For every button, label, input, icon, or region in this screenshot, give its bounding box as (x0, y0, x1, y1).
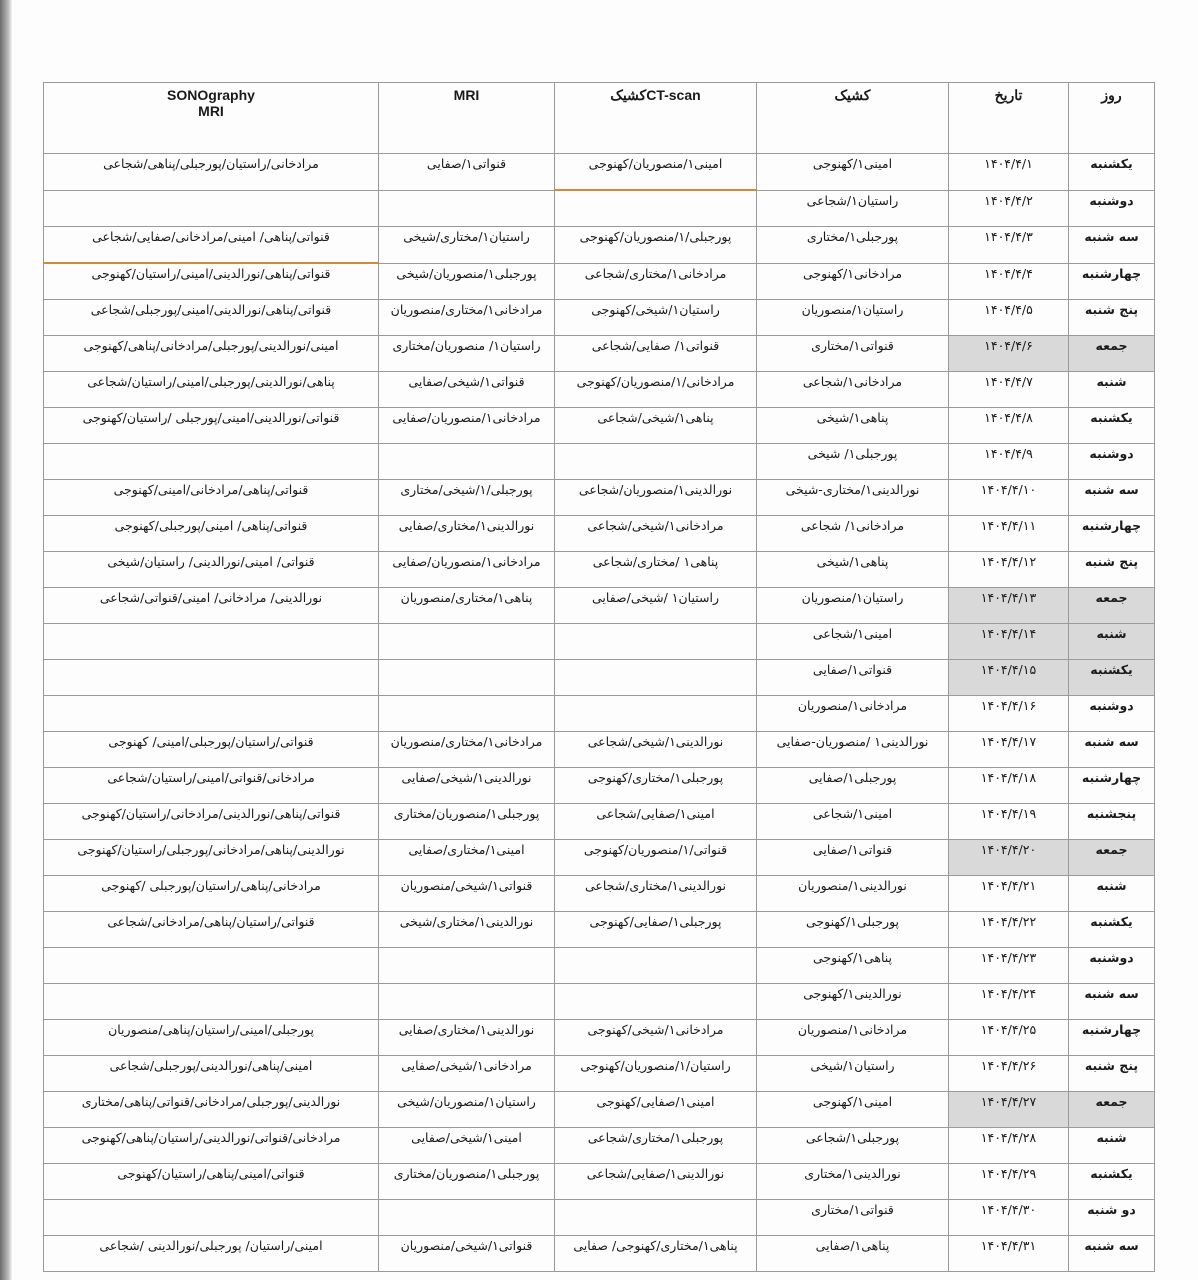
ct-scan-cell: پورجبلی۱/مختاری/کهنوجی (555, 768, 757, 804)
sonography-cell (44, 696, 379, 732)
day-cell: جمعه (1069, 1092, 1155, 1128)
kashik-cell: امینی۱/کهنوجی (757, 154, 949, 191)
mri-cell: پورجبلی۱/منصوریان/مختاری (379, 1164, 555, 1200)
table-row (44, 948, 1155, 984)
date-cell: ۱۴۰۴/۴/۱۴ (949, 624, 1069, 660)
mri-cell: مرادخانی۱/شیخی/صفایی (379, 1056, 555, 1092)
date-cell: ۱۴۰۴/۴/۷ (949, 372, 1069, 408)
sonography-cell: قنواتی/پناهی/مرادخانی/امینی/کهنوجی (44, 480, 379, 516)
header-mri: MRI (379, 83, 555, 154)
date-cell: ۱۴۰۴/۴/۱ (949, 154, 1069, 191)
day-cell: شنبه (1069, 624, 1155, 660)
sonography-cell: پناهی/نورالدینی/پورجبلی/امینی/راستیان/شجاعی (44, 372, 379, 408)
date-cell: ۱۴۰۴/۴/۲۶ (949, 1056, 1069, 1092)
day-cell: دوشنبه (1069, 696, 1155, 732)
sonography-cell: نورالدینی/ مرادخانی/ امینی/قنواتی/شجاعی (44, 588, 379, 624)
sonography-cell (44, 190, 379, 227)
table-row (44, 912, 1155, 948)
sonography-cell: امینی/راستیان/ پورجبلی/نورالدینی /شجاعی (44, 1236, 379, 1272)
sonography-cell: قنواتی/راستیان/پناهی/مرادخانی/شجاعی (44, 912, 379, 948)
sonography-cell (44, 984, 379, 1020)
kashik-cell: قنواتی۱/صفایی (757, 660, 949, 696)
ct-scan-cell: راستیان۱/شیخی/کهنوجی (555, 300, 757, 336)
ct-scan-cell: نورالدینی۱/منصوریان/شجاعی (555, 480, 757, 516)
ct-scan-cell (555, 444, 757, 480)
ct-scan-cell: امینی۱/صفایی/کهنوجی (555, 1092, 757, 1128)
ct-scan-cell (555, 984, 757, 1020)
kashik-cell: نورالدینی۱/مختاری (757, 1164, 949, 1200)
date-cell: ۱۴۰۴/۴/۲۵ (949, 1020, 1069, 1056)
table-row (44, 552, 1155, 588)
ct-scan-cell: پورجبلی/۱/منصوریان/کهنوجی (555, 227, 757, 264)
header-sono-line2: MRI (198, 103, 224, 119)
table-row (44, 732, 1155, 768)
mri-cell: راستیان۱/منصوریان/شیخی (379, 1092, 555, 1128)
kashik-cell: راستیان۱/منصوریان (757, 300, 949, 336)
ct-scan-cell: مرادخانی/۱/منصوریان/کهنوجی (555, 372, 757, 408)
sonography-cell: پورجبلی/امینی/راستیان/پناهی/منصوریان (44, 1020, 379, 1056)
kashik-cell: پورجبلی۱/شجاعی (757, 1128, 949, 1164)
kashik-cell: پناهی۱/شیخی (757, 408, 949, 444)
header-ct: CT-scanکشیک (555, 83, 757, 154)
day-cell: دوشنبه (1069, 444, 1155, 480)
day-cell: جمعه (1069, 840, 1155, 876)
header-sono-line1: SONOgraphy (167, 87, 255, 103)
ct-scan-cell (555, 1200, 757, 1236)
ct-scan-cell: پورجبلی۱/صفایی/کهنوجی (555, 912, 757, 948)
day-cell: پنجشنبه (1069, 804, 1155, 840)
date-cell: ۱۴۰۴/۴/۱۰ (949, 480, 1069, 516)
header-date: تاریخ (949, 83, 1069, 154)
table-row (44, 660, 1155, 696)
mri-cell: قنواتی۱/شیخی/منصوریان (379, 1236, 555, 1272)
table-row (44, 696, 1155, 732)
kashik-cell: پناهی۱/کهنوجی (757, 948, 949, 984)
table-row (44, 1236, 1155, 1272)
table-row (44, 444, 1155, 480)
date-cell: ۱۴۰۴/۴/۲۲ (949, 912, 1069, 948)
table-row (44, 1200, 1155, 1236)
kashik-cell: پناهی۱/شیخی (757, 552, 949, 588)
ct-scan-cell (555, 696, 757, 732)
kashik-cell: امینی۱/شجاعی (757, 624, 949, 660)
day-cell: یکشنبه (1069, 660, 1155, 696)
sonography-cell (44, 948, 379, 984)
kashik-cell: پورجبلی۱/صفایی (757, 768, 949, 804)
day-cell: چهارشنبه (1069, 263, 1155, 300)
sonography-cell (44, 1200, 379, 1236)
day-cell: پنج شنبه (1069, 300, 1155, 336)
sonography-cell: مرادخانی/قنواتی/نورالدینی/راستیان/پناهی/کهنوجی (44, 1128, 379, 1164)
kashik-cell: نورالدینی۱ /منصوریان-صفایی (757, 732, 949, 768)
day-cell: پنج شنبه (1069, 1056, 1155, 1092)
table-row (44, 516, 1155, 552)
day-cell: چهارشنبه (1069, 1020, 1155, 1056)
header-row (44, 83, 1155, 154)
date-cell: ۱۴۰۴/۴/۹ (949, 444, 1069, 480)
sonography-cell (44, 660, 379, 696)
table-row (44, 1128, 1155, 1164)
ct-scan-cell (555, 624, 757, 660)
kashik-cell: قنواتی۱/مختاری (757, 1200, 949, 1236)
mri-cell: قنواتی۱/صفایی (379, 154, 555, 191)
sonography-cell: مرادخانی/راستیان/پورجبلی/پناهی/شجاعی (44, 154, 379, 191)
kashik-cell: نورالدینی۱/کهنوجی (757, 984, 949, 1020)
day-cell: سه شنبه (1069, 1236, 1155, 1272)
day-cell: چهارشنبه (1069, 768, 1155, 804)
day-cell: دوشنبه (1069, 948, 1155, 984)
mri-cell (379, 624, 555, 660)
ct-scan-cell: پناهی۱/مختاری/کهنوجی/ صفایی (555, 1236, 757, 1272)
table-row (44, 768, 1155, 804)
table-row (44, 300, 1155, 336)
date-cell: ۱۴۰۴/۴/۲۸ (949, 1128, 1069, 1164)
mri-cell (379, 444, 555, 480)
day-cell: یکشنبه (1069, 1164, 1155, 1200)
sonography-cell: نورالدینی/پناهی/مرادخانی/پورجبلی/راستیان/کهنوجی (44, 840, 379, 876)
kashik-cell: پورجبلی۱/مختاری (757, 227, 949, 264)
ct-scan-cell (555, 190, 757, 227)
date-cell: ۱۴۰۴/۴/۲۱ (949, 876, 1069, 912)
ct-scan-cell: امینی۱/صفایی/شجاعی (555, 804, 757, 840)
sonography-cell (44, 624, 379, 660)
day-cell: سه شنبه (1069, 227, 1155, 264)
sonography-cell: قنواتی/نورالدینی/امینی/پورجبلی /راستیان/کهنوجی (44, 408, 379, 444)
table-row (44, 263, 1155, 300)
mri-cell (379, 984, 555, 1020)
day-cell: سه شنبه (1069, 984, 1155, 1020)
table-row (44, 408, 1155, 444)
kashik-cell: قنواتی۱/مختاری (757, 336, 949, 372)
date-cell: ۱۴۰۴/۴/۴ (949, 263, 1069, 300)
date-cell: ۱۴۰۴/۴/۲۳ (949, 948, 1069, 984)
sonography-cell: قنواتی/پناهی/نورالدینی/امینی/راستیان/کهنوجی (44, 263, 379, 300)
mri-cell (379, 696, 555, 732)
kashik-cell: راستیان۱/شجاعی (757, 190, 949, 227)
table-row (44, 876, 1155, 912)
ct-scan-cell: قنواتی۱/ صفایی/شجاعی (555, 336, 757, 372)
sonography-cell: قنواتی/راستیان/پورجبلی/امینی/ کهنوجی (44, 732, 379, 768)
date-cell: ۱۴۰۴/۴/۳ (949, 227, 1069, 264)
date-cell: ۱۴۰۴/۴/۱۹ (949, 804, 1069, 840)
table-row (44, 588, 1155, 624)
table-row (44, 840, 1155, 876)
mri-cell: نورالدینی۱/مختاری/شیخی (379, 912, 555, 948)
day-cell: چهارشنبه (1069, 516, 1155, 552)
day-cell: شنبه (1069, 372, 1155, 408)
date-cell: ۱۴۰۴/۴/۵ (949, 300, 1069, 336)
header-day: روز (1069, 83, 1155, 154)
table-row (44, 372, 1155, 408)
date-cell: ۱۴۰۴/۴/۲۰ (949, 840, 1069, 876)
mri-cell: مرادخانی۱/مختاری/منصوریان (379, 732, 555, 768)
date-cell: ۱۴۰۴/۴/۱۳ (949, 588, 1069, 624)
kashik-cell: نورالدینی۱/منصوریان (757, 876, 949, 912)
day-cell: یکشنبه (1069, 408, 1155, 444)
sonography-cell: قنواتی/امینی/پناهی/راستیان/کهنوجی (44, 1164, 379, 1200)
kashik-cell: راستیان۱/شیخی (757, 1056, 949, 1092)
mri-cell: نورالدینی۱/مختاری/صفایی (379, 516, 555, 552)
date-cell: ۱۴۰۴/۴/۱۲ (949, 552, 1069, 588)
day-cell: جمعه (1069, 588, 1155, 624)
date-cell: ۱۴۰۴/۴/۱۵ (949, 660, 1069, 696)
date-cell: ۱۴۰۴/۴/۱۶ (949, 696, 1069, 732)
mri-cell: پورجبلی/۱/شیخی/مختاری (379, 480, 555, 516)
sonography-cell: قنواتی/ امینی/نورالدینی/ راستیان/شیخی (44, 552, 379, 588)
date-cell: ۱۴۰۴/۴/۲ (949, 190, 1069, 227)
mri-cell: پناهی۱/مختاری/منصوریان (379, 588, 555, 624)
kashik-cell: امینی۱/کهنوجی (757, 1092, 949, 1128)
day-cell: دو شنبه (1069, 1200, 1155, 1236)
date-cell: ۱۴۰۴/۴/۱۱ (949, 516, 1069, 552)
kashik-cell: امینی۱/شجاعی (757, 804, 949, 840)
table-row (44, 227, 1155, 264)
day-cell: شنبه (1069, 1128, 1155, 1164)
ct-scan-cell: نورالدینی۱/مختاری/شجاعی (555, 876, 757, 912)
date-cell: ۱۴۰۴/۴/۳۰ (949, 1200, 1069, 1236)
table-row (44, 154, 1155, 191)
date-cell: ۱۴۰۴/۴/۳۱ (949, 1236, 1069, 1272)
mri-cell: قنواتی۱/شیخی/منصوریان (379, 876, 555, 912)
kashik-cell: قنواتی۱/صفایی (757, 840, 949, 876)
ct-scan-cell: پناهی۱ /مختاری/شجاعی (555, 552, 757, 588)
table-row (44, 624, 1155, 660)
kashik-cell: نورالدینی۱/مختاری-شیخی (757, 480, 949, 516)
mri-cell (379, 660, 555, 696)
mri-cell: نورالدینی۱/شیخی/صفایی (379, 768, 555, 804)
day-cell: یکشنبه (1069, 154, 1155, 191)
kashik-cell: پورجبلی۱/کهنوجی (757, 912, 949, 948)
mri-cell: مرادخانی۱/منصوریان/صفایی (379, 552, 555, 588)
day-cell: سه شنبه (1069, 480, 1155, 516)
mri-cell: پورجبلی۱/منصوریان/شیخی (379, 263, 555, 300)
table-row (44, 190, 1155, 227)
mri-cell: امینی۱/مختاری/صفایی (379, 840, 555, 876)
sonography-cell: قنواتی/پناهی/نورالدینی/امینی/پورجبلی/شجاعی (44, 300, 379, 336)
table-row (44, 480, 1155, 516)
ct-scan-cell: مرادخانی۱/شیخی/کهنوجی (555, 1020, 757, 1056)
mri-cell: نورالدینی۱/مختاری/صفایی (379, 1020, 555, 1056)
kashik-cell: مرادخانی۱/منصوریان (757, 696, 949, 732)
mri-cell: مرادخانی۱/منصوریان/صفایی (379, 408, 555, 444)
date-cell: ۱۴۰۴/۴/۸ (949, 408, 1069, 444)
kashik-cell: پورجبلی۱/ شیخی (757, 444, 949, 480)
mri-cell (379, 1200, 555, 1236)
ct-scan-cell: پناهی۱/شیخی/شجاعی (555, 408, 757, 444)
mri-cell: امینی۱/شیخی/صفایی (379, 1128, 555, 1164)
date-cell: ۱۴۰۴/۴/۲۴ (949, 984, 1069, 1020)
schedule-table (43, 82, 1155, 1272)
header-sono (44, 83, 379, 154)
sonography-cell: امینی/نورالدینی/پورجبلی/مرادخانی/پناهی/کهنوجی (44, 336, 379, 372)
day-cell: شنبه (1069, 876, 1155, 912)
date-cell: ۱۴۰۴/۴/۱۷ (949, 732, 1069, 768)
table-row (44, 1020, 1155, 1056)
date-cell: ۱۴۰۴/۴/۲۷ (949, 1092, 1069, 1128)
day-cell: جمعه (1069, 336, 1155, 372)
kashik-cell: راستیان۱/منصوریان (757, 588, 949, 624)
table-row (44, 804, 1155, 840)
ct-scan-cell: راستیان/۱/منصوریان/کهنوجی (555, 1056, 757, 1092)
sonography-cell: نورالدینی/پورجبلی/مرادخانی/قنواتی/پناهی/مختاری (44, 1092, 379, 1128)
sonography-cell: قنواتی/پناهی/ امینی/پورجبلی/کهنوجی (44, 516, 379, 552)
mri-cell: قنواتی۱/شیخی/صفایی (379, 372, 555, 408)
date-cell: ۱۴۰۴/۴/۶ (949, 336, 1069, 372)
sonography-cell: مرادخانی/پناهی/راستیان/پورجبلی /کهنوجی (44, 876, 379, 912)
ct-scan-cell: امینی۱/منصوریان/کهنوجی (555, 154, 757, 191)
ct-scan-cell (555, 948, 757, 984)
table-row (44, 1164, 1155, 1200)
sonography-cell: قنواتی/پناهی/نورالدینی/مرادخانی/راستیان/کهنوجی (44, 804, 379, 840)
date-cell: ۱۴۰۴/۴/۱۸ (949, 768, 1069, 804)
day-cell: دوشنبه (1069, 190, 1155, 227)
ct-scan-cell: قنواتی/۱/منصوریان/کهنوجی (555, 840, 757, 876)
page-edge-shadow (0, 0, 12, 1280)
table-row (44, 336, 1155, 372)
table-row (44, 1056, 1155, 1092)
mri-cell: مرادخانی۱/مختاری/منصوریان (379, 300, 555, 336)
ct-scan-cell: پورجبلی۱/مختاری/شجاعی (555, 1128, 757, 1164)
kashik-cell: مرادخانی۱/شجاعی (757, 372, 949, 408)
mri-cell: راستیان۱/مختاری/شیخی (379, 227, 555, 264)
day-cell: پنج شنبه (1069, 552, 1155, 588)
table-row (44, 1092, 1155, 1128)
sonography-cell: امینی/پناهی/نورالدینی/پورجبلی/شجاعی (44, 1056, 379, 1092)
ct-scan-cell: مرادخانی۱/مختاری/شجاعی (555, 263, 757, 300)
ct-scan-cell: راستیان۱ /شیخی/صفایی (555, 588, 757, 624)
mri-cell: راستیان۱/ منصوریان/مختاری (379, 336, 555, 372)
sonography-cell: مرادخانی/قنواتی/امینی/راستیان/شجاعی (44, 768, 379, 804)
ct-scan-cell: مرادخانی۱/شیخی/شجاعی (555, 516, 757, 552)
sonography-cell: قنواتی/پناهی/ امینی/مرادخانی/صفایی/شجاعی (44, 227, 379, 264)
kashik-cell: پناهی۱/صفایی (757, 1236, 949, 1272)
kashik-cell: مرادخانی۱/ شجاعی (757, 516, 949, 552)
day-cell: یکشنبه (1069, 912, 1155, 948)
mri-cell (379, 948, 555, 984)
sonography-cell (44, 444, 379, 480)
table-row (44, 984, 1155, 1020)
header-kashik: کشیک (757, 83, 949, 154)
ct-scan-cell: نورالدینی۱/صفایی/شجاعی (555, 1164, 757, 1200)
date-cell: ۱۴۰۴/۴/۲۹ (949, 1164, 1069, 1200)
kashik-cell: مرادخانی۱/منصوریان (757, 1020, 949, 1056)
kashik-cell: مرادخانی۱/کهنوجی (757, 263, 949, 300)
mri-cell: پورجبلی۱/منصوریان/مختاری (379, 804, 555, 840)
mri-cell (379, 190, 555, 227)
ct-scan-cell (555, 660, 757, 696)
day-cell: سه شنبه (1069, 732, 1155, 768)
ct-scan-cell: نورالدینی۱/شیخی/شجاعی (555, 732, 757, 768)
